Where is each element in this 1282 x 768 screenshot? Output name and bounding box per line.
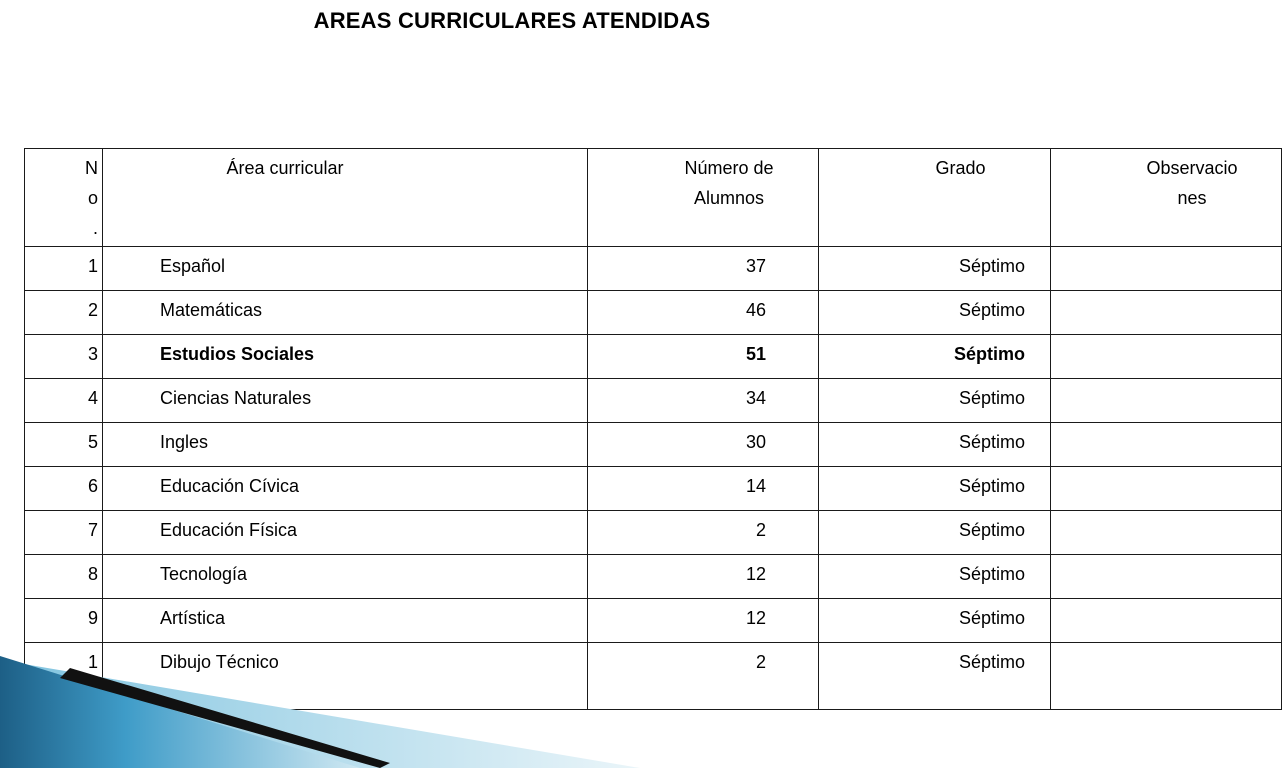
header-no-line-2: o bbox=[87, 188, 98, 208]
cell-grado: Séptimo bbox=[819, 247, 1051, 291]
cell-observaciones bbox=[1051, 379, 1282, 423]
table-row bbox=[25, 599, 1282, 643]
cell-grado: Séptimo bbox=[819, 335, 1051, 379]
cell-alumnos: 12 bbox=[588, 599, 819, 643]
cell-area: Matemáticas bbox=[103, 291, 588, 335]
cell-alumnos: 30 bbox=[588, 423, 819, 467]
header-obs-line-2: nes bbox=[1177, 188, 1207, 208]
decorative-swoosh bbox=[0, 638, 1024, 768]
cell-area: Educación Física bbox=[103, 511, 588, 555]
header-obs-line-1: Observacio bbox=[1146, 158, 1238, 178]
header-alumnos bbox=[588, 149, 819, 247]
cell-observaciones bbox=[1051, 643, 1282, 710]
cell-no: 5 bbox=[25, 423, 103, 467]
curricular-areas-table bbox=[24, 148, 1282, 710]
header-no bbox=[25, 149, 103, 247]
cell-grado: Séptimo bbox=[819, 423, 1051, 467]
header-area: Área curricular bbox=[103, 149, 588, 247]
header-no-line-3: . bbox=[92, 218, 98, 238]
table-row bbox=[25, 291, 1282, 335]
header-no-line-1: N bbox=[85, 158, 98, 178]
cell-observaciones bbox=[1051, 555, 1282, 599]
cell-no: 4 bbox=[25, 379, 103, 423]
cell-area: Estudios Sociales bbox=[103, 335, 588, 379]
table-row bbox=[25, 335, 1282, 379]
cell-area: Dibujo Técnico bbox=[103, 643, 588, 710]
cell-area: Educación Cívica bbox=[103, 467, 588, 511]
cell-alumnos: 37 bbox=[588, 247, 819, 291]
cell-area: Ingles bbox=[103, 423, 588, 467]
cell-grado: Séptimo bbox=[819, 467, 1051, 511]
header-grado: Grado bbox=[819, 149, 1051, 247]
cell-no: 3 bbox=[25, 335, 103, 379]
cell-alumnos: 2 bbox=[588, 511, 819, 555]
cell-grado: Séptimo bbox=[819, 599, 1051, 643]
table-row bbox=[25, 423, 1282, 467]
table-row bbox=[25, 555, 1282, 599]
cell-no: 2 bbox=[25, 291, 103, 335]
table-header-row bbox=[25, 149, 1282, 247]
table-row bbox=[25, 379, 1282, 423]
table-row bbox=[25, 467, 1282, 511]
header-observaciones bbox=[1051, 149, 1282, 247]
cell-no: 6 bbox=[25, 467, 103, 511]
cell-area: Español bbox=[103, 247, 588, 291]
cell-alumnos: 14 bbox=[588, 467, 819, 511]
cell-alumnos: 46 bbox=[588, 291, 819, 335]
cell-no: 9 bbox=[25, 599, 103, 643]
cell-area: Ciencias Naturales bbox=[103, 379, 588, 423]
cell-observaciones bbox=[1051, 335, 1282, 379]
cell-observaciones bbox=[1051, 291, 1282, 335]
cell-grado: Séptimo bbox=[819, 291, 1051, 335]
cell-observaciones bbox=[1051, 247, 1282, 291]
cell-grado: Séptimo bbox=[819, 511, 1051, 555]
table-row bbox=[25, 511, 1282, 555]
cell-observaciones bbox=[1051, 511, 1282, 555]
header-alumnos-line-2: Alumnos bbox=[693, 188, 765, 208]
table-row bbox=[25, 247, 1282, 291]
cell-no-line-1: 1 bbox=[87, 652, 98, 672]
cell-no: 8 bbox=[25, 555, 103, 599]
cell-area: Artística bbox=[103, 599, 588, 643]
cell-grado: Séptimo bbox=[819, 555, 1051, 599]
cell-grado: Séptimo bbox=[819, 643, 1051, 710]
cell-observaciones bbox=[1051, 423, 1282, 467]
cell-grado: Séptimo bbox=[819, 379, 1051, 423]
header-alumnos-line-1: Número de bbox=[684, 158, 774, 178]
cell-no: 1 bbox=[25, 247, 103, 291]
cell-area: Tecnología bbox=[103, 555, 588, 599]
page-title: AREAS CURRICULARES ATENDIDAS bbox=[313, 8, 711, 33]
cell-alumnos: 34 bbox=[588, 379, 819, 423]
cell-alumnos: 12 bbox=[588, 555, 819, 599]
cell-no: 7 bbox=[25, 511, 103, 555]
cell-observaciones bbox=[1051, 467, 1282, 511]
cell-alumnos: 51 bbox=[588, 335, 819, 379]
cell-alumnos: 2 bbox=[588, 643, 819, 710]
cell-observaciones bbox=[1051, 599, 1282, 643]
